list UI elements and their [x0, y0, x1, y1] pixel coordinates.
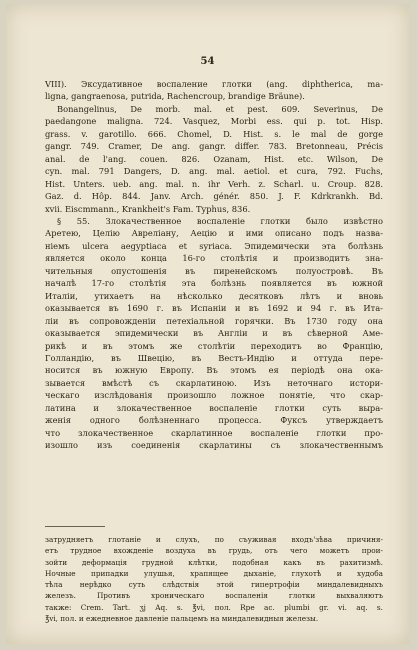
text-line: оказывается эпидемически въ Англіи и въ сѣверной Амe-	[45, 328, 383, 339]
text-line: зывается вмѣстѣ съ скарлатиною. Изъ неточнаго истори-	[45, 377, 383, 388]
text-line: ніемъ ulcera aegyptiaca et syriaca. Эпидемически эта болѣзнь	[45, 240, 383, 251]
text-line: Hist. Unters. ueb. ang. mal. n. ihr Verh. z. Scharl. u. Croup. 828.	[45, 178, 383, 189]
text-line: ligna, gangraenosa, putrida, Rachencroup, brandige Bräune).	[45, 91, 305, 102]
text-line: VIII). Эксудативное воспаление глотки (ang. diphtherica, ma-	[45, 79, 383, 89]
text-line: ℥vi, пол. и ежедневное давленіе пальцемъ на миндалевидныя железы.	[45, 614, 319, 624]
text-line: железъ. Противъ хроническаго воспаленія глотки выхваляютъ	[45, 591, 383, 601]
text-line: носится въ южную Европу. Въ этомъ ея періодѣ она ока-	[45, 365, 383, 376]
text-line: xvii. Eiscmmann., Krankheit's Fam. Typhus, 836.	[45, 203, 251, 214]
text-line: Аретею, Целію Авреліану, Аецію и ими описано подъ назва-	[45, 228, 383, 239]
text-line: gangr. 749. Cramer, De ang. gangr. differ. 783. Bretonneau, Précis	[45, 141, 383, 152]
text-line: Bonangelinus, De morb. mal. et pest. 609. Severinus, De	[57, 103, 383, 114]
book-page	[6, 4, 409, 644]
footnote-separator	[45, 526, 105, 527]
text-line: оказывается въ 1690 г. въ Испаніи и въ 1692 и 94 г. въ Ита-	[45, 303, 383, 314]
text-line: женія одного болѣзненнаго процесса. Фуксъ утверждаетъ	[45, 415, 383, 426]
text-line: ческаго изслѣдованія произошло ложное понятіе, что скар-	[45, 390, 383, 401]
text-line: чительныя опустошенія въ пиренейскомъ полуостровѣ. Въ	[45, 265, 383, 276]
text-line: ліи въ сопровожденіи петехіальной горячки. Въ 1730 году она	[45, 315, 383, 326]
text-line: изошло изъ соединенія скарлатины съ злокачественнымъ	[45, 440, 383, 451]
text-line: является около конца 16-го столѣтія и производитъ зна-	[45, 253, 383, 264]
text-line: § 55. Злокачественное воспаленіе глотки было извѣстно	[57, 215, 383, 226]
text-line: началѣ 17-го столѣтія эта болѣзнь появляется въ южной	[45, 278, 383, 289]
footnote-text	[45, 534, 383, 624]
text-line: grass. v. garotillo. 666. Chomel, D. Hist. s. le mal de gorge	[45, 128, 383, 139]
text-line: латина и злокачественное воспаленіе глотки суть выра-	[45, 402, 383, 413]
text-line: рикѣ и въ этомъ же столѣтіи переходитъ во Францію,	[45, 340, 383, 351]
text-line: paedangone maligna. 724. Vasquez, Morbi ess. qui p. tot. Hisp.	[45, 116, 383, 127]
text-line: что злокачественное скарлатинное воспаленіе глотки про-	[45, 427, 383, 438]
text-line: тѣла нерѣдко суть слѣдствія этой гипертрофіи миндалевидныхъ	[45, 580, 383, 590]
page-number: 54	[200, 56, 215, 67]
text-line: cyn. mal. 791 Dangers, D. ang. mal. aetiol. et cura, 792. Fuchs,	[45, 166, 383, 177]
text-line: Голландію, въ Швецію, въ Вестъ-Индію и оттуда пере-	[45, 352, 383, 363]
text-line: зойти деформація грудной клѣтки, подобная какъ въ рахитизмѣ.	[45, 557, 383, 567]
text-line: Италіи, утихаетъ на нѣсколько десятковъ лѣтъ и вновь	[45, 290, 383, 301]
text-line: Gaz. d. Hôp. 844. Janv. Arch. génér. 850. J. F. Kdrkrankh. Bd.	[45, 191, 383, 202]
text-line: anal. de l'ang. couen. 826. Ozanam, Hist. etc. Wilson, De	[45, 153, 383, 164]
body-text	[45, 78, 383, 452]
text-line: затрудняетъ глотаніе и слухъ, по съуживая входъ'зѣва причиня-	[45, 535, 383, 544]
text-line: Ночные припадки улушья, храпящее дыханіе, глухотѣ и худоба	[45, 568, 383, 578]
text-line: етъ трудное вхожденіе воздуха въ грудь, отъ чего можетъ прои-	[45, 546, 383, 556]
text-line: также: Crem. Tart. ʒj Aq. s. ℥vi, пол. Rpe ac. plumbi gr. vi. aq. s.	[45, 602, 383, 612]
